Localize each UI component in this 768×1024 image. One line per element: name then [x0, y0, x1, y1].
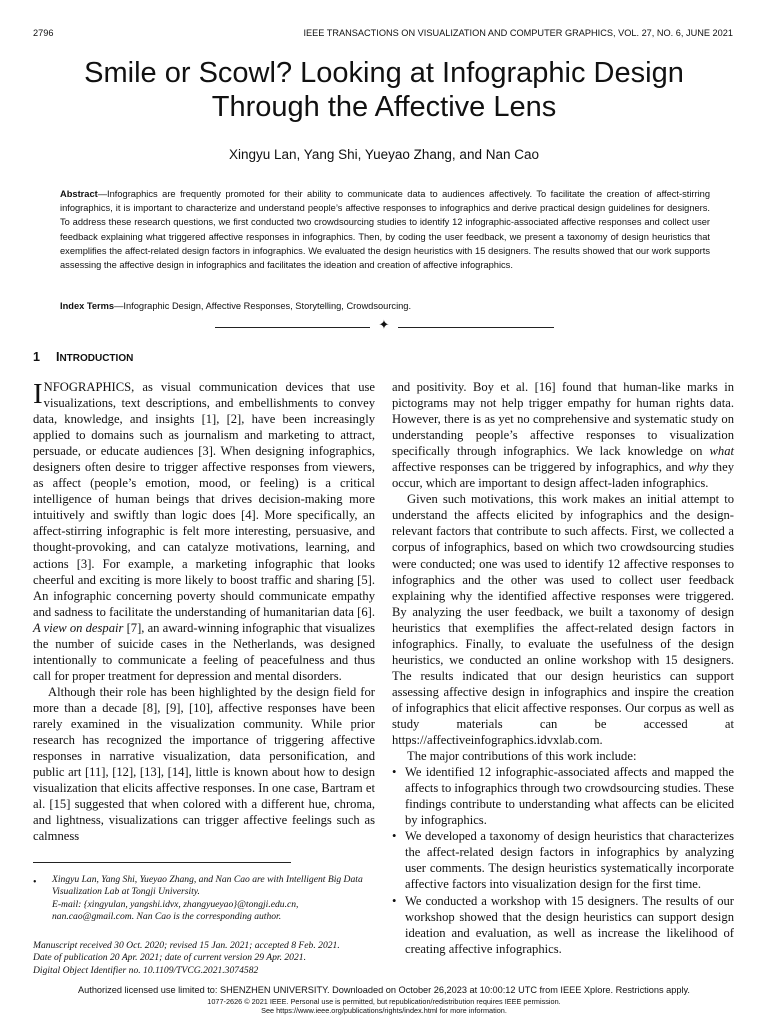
copyright-line-2: See https://www.ieee.org/publications/rights/index.html for more information.: [261, 1005, 507, 1015]
left-column: [33, 379, 375, 844]
manuscript-line-1: Manuscript received 30 Oct. 2020; revised 15 Jan. 2021; accepted 8 Feb. 2021.: [33, 940, 340, 951]
author-list: Xingyu Lan, Yang Shi, Yueyao Zhang, and Nan Cao: [229, 147, 539, 162]
manuscript-line-3: Digital Object Identifier no. 10.1109/TVCG.2021.3074582: [33, 964, 259, 976]
intro-paragraph-2: Although their role has been highlighted by the design field for more than a decade [8], [9], [10], affective responses have been rarely examined in the visualization community. While prior research has recognized the importance of triggering affective responses in narrative visualization, data personification, and public art [11], [12], [13], [14], little is known about how to design visualization that elicits affective responses. In one case, Bartram et al. [15] suggested that when colored with a different hue, chroma, and lightness, visualizations can trigger affective feelings such as calmness: [33, 684, 375, 844]
intro-p1-end: [7], an award-winning infographic that visualizes the number of suicide cases in the Netherlands, was designed intentionally to communicate a feeling of peacefulness and thus call for proper treatment for depression and mental disorders.: [33, 620, 375, 683]
contribution-item: • We developed a taxonomy of design heuristics that characterizes the affect-related design factors in infographics by analyzing user comments. The design heuristics systematically incorporate affective factors into visualization design for the first time.: [392, 828, 734, 892]
right-column: [392, 379, 734, 957]
index-terms-text: —Infographic Design, Affective Responses, Storytelling, Crowdsourcing.: [114, 301, 412, 311]
section-number: 1: [33, 350, 40, 364]
manuscript-line-2: Date of publication 20 Apr. 2021; date of current version 29 Apr. 2021.: [33, 952, 306, 964]
footnote-line-2: E-mail: {xingyulan, yangshi.idvx, zhangyueyao}@tongji.edu.cn, nan.cao@gmail.com. Nan Cao is the corresponding author.: [52, 898, 299, 922]
right-paragraph-3: The major contributions of this work include:: [407, 749, 637, 764]
footnote-bullet: •: [33, 877, 37, 888]
divider-right: [398, 327, 554, 328]
manuscript-info: [33, 940, 373, 977]
divider-diamond-icon: ✦: [378, 317, 390, 332]
intro-p1-italic: A view on despair: [33, 620, 124, 635]
right-p1-a: and positivity. Boy et al. [16] found that human-like marks in pictograms may not help trigger empathy for human rights data. However, there is as yet no comprehensive and systematic study on understanding people’s affective responses to visualization specifically through infographics. We lack knowledge on: [392, 380, 734, 459]
intro-paragraph-1: [33, 379, 375, 684]
contribution-list: [392, 764, 734, 957]
abstract: [60, 187, 710, 272]
page-number: 2796: [33, 28, 54, 38]
copyright-notice: [0, 998, 768, 1015]
contribution-item: • We identified 12 infographic-associated affects and mapped the affects to infographics through two crowdsourcing studies. These findings contribute to understanding what affects can be elicited by infographics.: [392, 764, 734, 828]
paper-title: [0, 56, 768, 124]
journal-name: IEEE TRANSACTIONS ON VISUALIZATION AND COMPUTER GRAPHICS, VOL. 27, NO. 6, JUNE 2021: [303, 28, 733, 38]
footnote-line-1: Xingyu Lan, Yang Shi, Yueyao Zhang, and Nan Cao are with Intelligent Big Data Visualization Lab at Tongji University.: [52, 874, 363, 898]
intro-p1-text: , as visual communication devices that use visualizations, text descriptions, and embellishments to convey data, knowledge, and insights [1], [2], have been increasingly applied to domains such as journalism and marketing to attract, persuade, or educate audiences [3]. When designing infographics, designers often desire to trigger affective responses from viewers, as affect (people’s emotion, mood, or feeling) is a critical intelligence of human beings that drives decision-making more intuitively and swiftly than logic does [4]. More specifically, an affect-stirring infographic is felt more interesting, persuasive, and thought-provoking, and can catalyze motivations, learning, and actions [3]. For example, a marketing infographic that looks cheerful and exciting is more likely to boost traffic and sharing [5]. An infographic concerning poverty should communicate empathy and sadness to facilitate the understanding of humanitarian data [6].: [33, 380, 375, 619]
license-notice: Authorized licensed use limited to: SHENZHEN UNIVERSITY. Downloaded on October 26,2023 at 10:00:12 UTC from IEEE Xplore. Restrictions apply.: [78, 985, 690, 995]
index-terms-label: Index Terms: [60, 301, 115, 311]
right-p1-c: they occur, which are important to design affect-laden infographics.: [392, 460, 734, 491]
right-p1-why: why: [688, 460, 709, 475]
abstract-text: —Infographics are frequently promoted for their ability to communicate data to audiences affectively. To facilitate the creation of affect-stirring infographics, it is important to characterize and understand people’s affective responses to infographics and derive practical design guidelines for designers. To address these research questions, we first conducted two crowdsourcing studies to identify 12 infographic-associated affective responses and collect user feedback explaining what triggered affective responses in infographics. Then, by coding the user feedback, we present a taxonomy of design heuristics that exemplifies the affect-related design factors in infographics. We evaluated the design heuristics with 15 designers. The results showed that our work supports assessing the affective design in infographics and facilitates the ideation and creation of affective infographics.: [60, 189, 710, 271]
section-heading: [33, 350, 133, 364]
index-terms: [60, 299, 710, 313]
contribution-item: • We conducted a workshop with 15 designers. The results of our workshop showed that the design heuristics can support design ideation and evaluation, as well as increase the likelihood of creating affective infographics.: [392, 893, 734, 957]
right-p1-what: what: [709, 444, 734, 459]
smallcaps-word: NFOGRAPHICS: [43, 380, 132, 394]
copyright-line-1: 1077-2626 © 2021 IEEE. Personal use is permitted, but republication/redistribution requires IEEE permission.: [207, 997, 561, 1006]
right-paragraph-2: Given such motivations, this work makes an initial attempt to understand the affects elicited by infographics and the design-relevant factors that contribute to such affects. First, we collected a corpus of infographics, based on which two crowdsourcing studies were conducted; one was used to identify 12 affective responses to infographics and the other was used to collect user feedback explaining why the identified affective responses were triggered. By analyzing the user feedback, we built a taxonomy of design heuristics that exemplifies the affect-related design factors in infographics. Finally, to evaluate the usefulness of the design heuristics, we conducted an online workshop with 15 designers. The results indicated that our design heuristics can support assessing affective design in infographics and inspire the creation of infographics that elicit affective responses. Our corpus as well as study materials can be accessed at https://affectiveinfographics.idvxlab.com.: [392, 492, 734, 748]
right-p1-b: affective responses can be triggered by infographics, and: [392, 460, 689, 475]
section-title-initial: I: [55, 350, 60, 364]
footnote-rule: [33, 862, 291, 863]
author-affiliation-footnote: [52, 874, 377, 923]
abstract-label: Abstract: [60, 189, 98, 199]
section-title-rest: NTRODUCTION: [59, 353, 134, 364]
title-line-2: Through the Affective Lens: [211, 91, 557, 123]
title-line-1: Smile or Scowl? Looking at Infographic Design: [84, 57, 684, 89]
drop-cap: I: [33, 378, 43, 410]
right-paragraph-1: [392, 379, 734, 491]
divider-left: [215, 327, 370, 328]
